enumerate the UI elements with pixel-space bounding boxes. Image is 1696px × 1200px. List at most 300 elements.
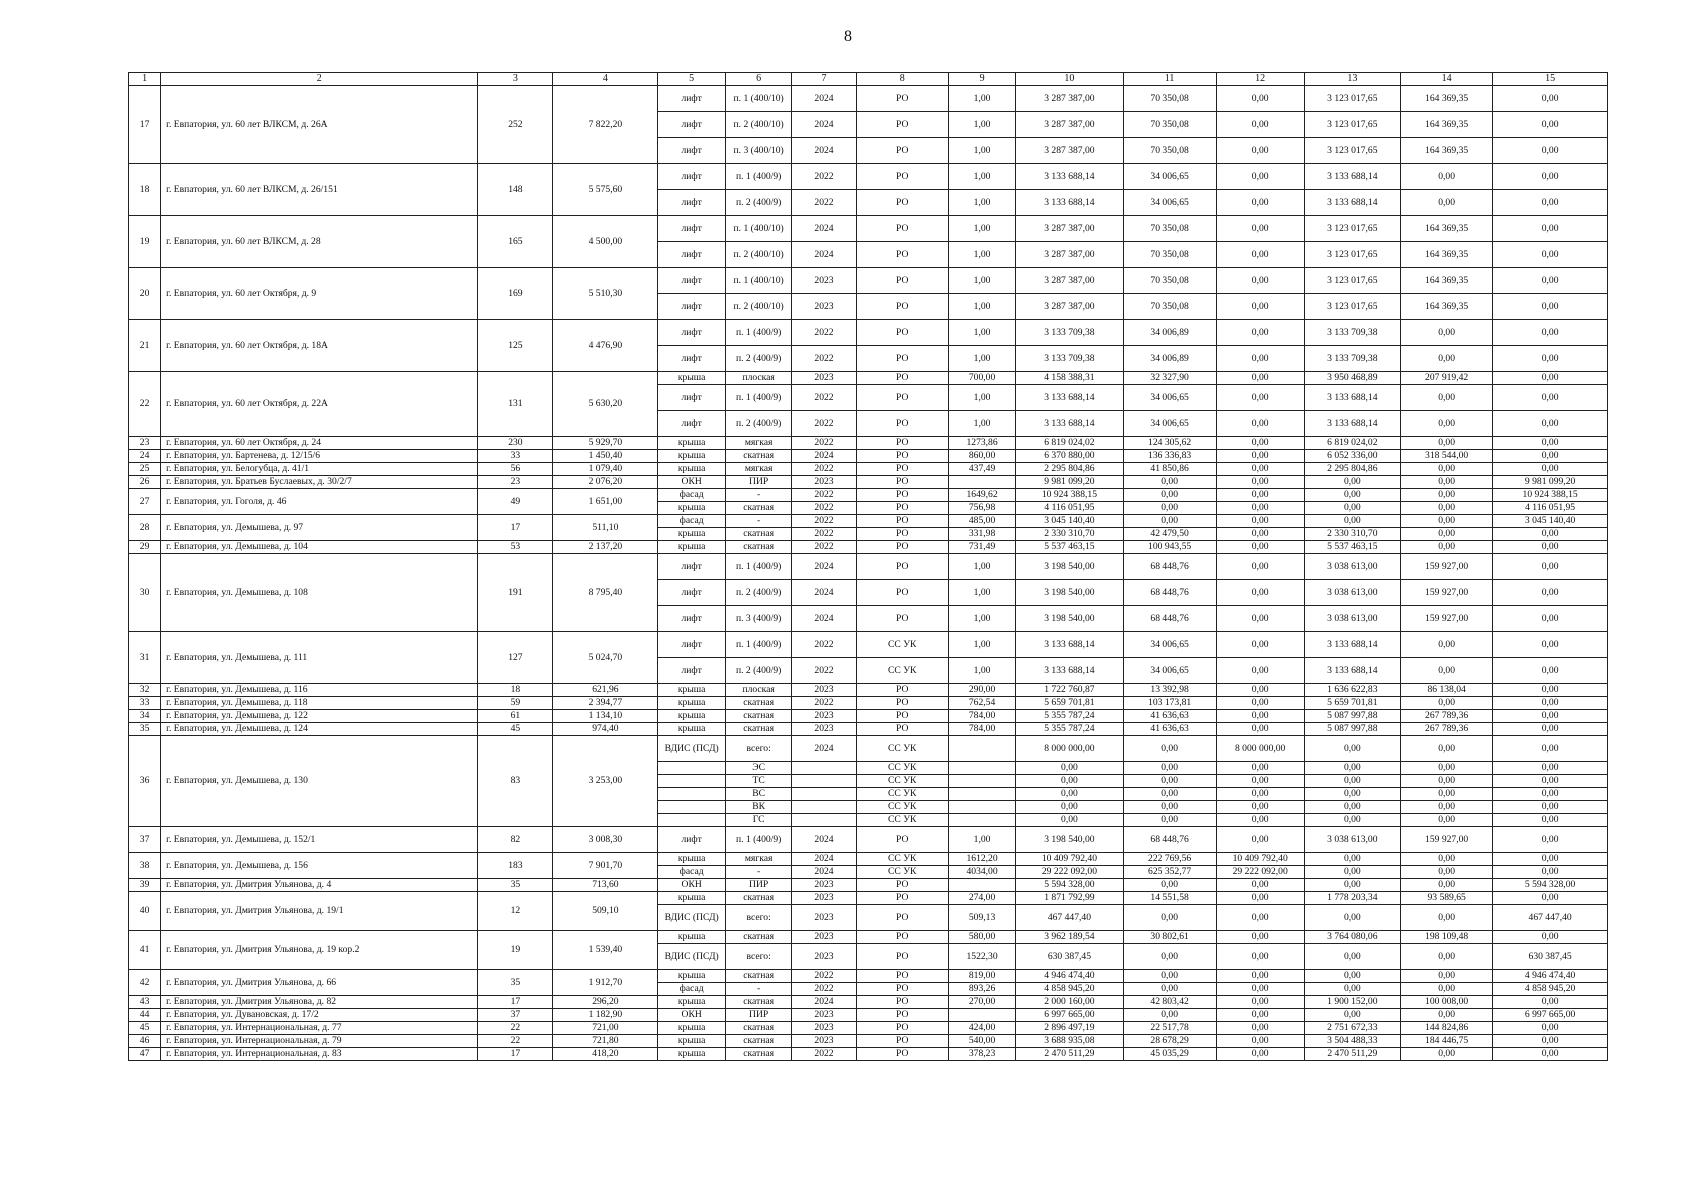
table-row	[129, 970, 1608, 983]
address-cell: г. Евпатория, ул. Дмитрия Ульянова, д. 4	[161, 879, 478, 892]
row-number-cell: 35	[129, 723, 161, 736]
cell-col-9: 1,00	[948, 554, 1016, 580]
cell-col-6: мягкая	[725, 853, 791, 866]
cell-col-11: 0,00	[1123, 775, 1216, 788]
cell-col-5: лифт	[658, 216, 726, 242]
cell-col-10: 3 287 387,00	[1016, 112, 1123, 138]
cell-col-10: 6 819 024,02	[1016, 437, 1123, 450]
table-row	[129, 1048, 1608, 1061]
column-header: 13	[1304, 73, 1400, 86]
area-cell: 621,96	[553, 684, 658, 697]
cell-col-11: 68 448,76	[1123, 827, 1216, 853]
cell-col-8: РО	[856, 320, 948, 346]
cell-col-12: 0,00	[1216, 86, 1304, 112]
cell-col-15: 4 946 474,40	[1493, 970, 1608, 983]
cell-col-13: 3 123 017,65	[1304, 112, 1400, 138]
cell-col-8: СС УК	[856, 775, 948, 788]
cell-col-12: 0,00	[1216, 216, 1304, 242]
cell-col-13: 0,00	[1304, 814, 1400, 827]
cell-col-11: 34 006,65	[1123, 164, 1216, 190]
cell-col-10: 10 409 792,40	[1016, 853, 1123, 866]
apartments-cell: 56	[478, 463, 553, 476]
cell-col-15: 4 858 945,20	[1493, 983, 1608, 996]
cell-col-6: п. 1 (400/9)	[725, 385, 791, 411]
row-number-cell: 40	[129, 892, 161, 931]
cell-col-9: 860,00	[948, 450, 1016, 463]
cell-col-7: 2024	[792, 736, 856, 762]
apartments-cell: 22	[478, 1035, 553, 1048]
cell-col-11: 34 006,89	[1123, 320, 1216, 346]
cell-col-6: п. 2 (400/10)	[725, 112, 791, 138]
cell-col-15: 0,00	[1493, 996, 1608, 1009]
area-cell: 296,20	[553, 996, 658, 1009]
cell-col-14: 0,00	[1401, 697, 1493, 710]
row-number-cell: 45	[129, 1022, 161, 1035]
cell-col-6: скатная	[725, 502, 791, 515]
cell-col-6: ПИР	[725, 1009, 791, 1022]
address-cell: г. Евпатория, ул. 60 лет Октября, д. 22А	[161, 372, 478, 437]
cell-col-15: 0,00	[1493, 775, 1608, 788]
cell-col-10: 3 133 688,14	[1016, 658, 1123, 684]
row-number-cell: 29	[129, 541, 161, 554]
cell-col-7: 2022	[792, 190, 856, 216]
cell-col-12: 29 222 092,00	[1216, 866, 1304, 879]
cell-col-11: 41 636,63	[1123, 723, 1216, 736]
cell-col-5: крыша	[658, 710, 726, 723]
cell-col-5: лифт	[658, 190, 726, 216]
cell-col-5: лифт	[658, 138, 726, 164]
cell-col-8: РО	[856, 372, 948, 385]
cell-col-8: РО	[856, 190, 948, 216]
table-row	[129, 489, 1608, 502]
cell-col-8: РО	[856, 476, 948, 489]
cell-col-10: 2 330 310,70	[1016, 528, 1123, 541]
cell-col-11: 34 006,65	[1123, 411, 1216, 437]
address-cell: г. Евпатория, ул. Интернациональная, д. 77	[161, 1022, 478, 1035]
row-number-cell: 41	[129, 931, 161, 970]
cell-col-14: 164 369,35	[1401, 216, 1493, 242]
cell-col-14: 0,00	[1401, 762, 1493, 775]
cell-col-12: 0,00	[1216, 385, 1304, 411]
table-row	[129, 320, 1608, 346]
cell-col-13: 0,00	[1304, 775, 1400, 788]
cell-col-12: 0,00	[1216, 372, 1304, 385]
cell-col-6: всего:	[725, 736, 791, 762]
cell-col-5: крыша	[658, 931, 726, 944]
cell-col-10: 3 133 709,38	[1016, 346, 1123, 372]
cell-col-14: 0,00	[1401, 879, 1493, 892]
table-header	[129, 73, 1608, 86]
cell-col-15: 0,00	[1493, 242, 1608, 268]
cell-col-6: п. 1 (400/9)	[725, 554, 791, 580]
cell-col-13: 3 133 688,14	[1304, 385, 1400, 411]
cell-col-13: 0,00	[1304, 736, 1400, 762]
cell-col-9: 1522,30	[948, 944, 1016, 970]
cell-col-9: 1,00	[948, 346, 1016, 372]
cell-col-7	[792, 814, 856, 827]
cell-col-8: СС УК	[856, 814, 948, 827]
cell-col-5: крыша	[658, 1048, 726, 1061]
row-number-cell: 18	[129, 164, 161, 216]
table-row	[129, 827, 1608, 853]
column-header: 6	[725, 73, 791, 86]
cell-col-13: 3 504 488,33	[1304, 1035, 1400, 1048]
cell-col-7: 2022	[792, 697, 856, 710]
cell-col-14: 159 927,00	[1401, 827, 1493, 853]
area-cell: 1 450,40	[553, 450, 658, 463]
cell-col-8: РО	[856, 450, 948, 463]
cell-col-8: РО	[856, 554, 948, 580]
cell-col-7: 2023	[792, 372, 856, 385]
cell-col-5: крыша	[658, 463, 726, 476]
cell-col-14: 0,00	[1401, 905, 1493, 931]
cell-col-5: крыша	[658, 723, 726, 736]
cell-col-10: 3 133 688,14	[1016, 411, 1123, 437]
cell-col-7: 2022	[792, 164, 856, 190]
cell-col-15: 0,00	[1493, 658, 1608, 684]
row-number-cell: 34	[129, 710, 161, 723]
cell-col-11: 0,00	[1123, 489, 1216, 502]
cell-col-6: скатная	[725, 1022, 791, 1035]
table-row	[129, 697, 1608, 710]
apartments-cell: 35	[478, 879, 553, 892]
cell-col-5: лифт	[658, 242, 726, 268]
cell-col-8: РО	[856, 1009, 948, 1022]
cell-col-12: 0,00	[1216, 983, 1304, 996]
cell-col-14: 0,00	[1401, 437, 1493, 450]
cell-col-7: 2024	[792, 216, 856, 242]
column-header: 1	[129, 73, 161, 86]
column-header: 5	[658, 73, 726, 86]
cell-col-5: лифт	[658, 580, 726, 606]
cell-col-13: 0,00	[1304, 489, 1400, 502]
area-cell: 1 651,00	[553, 489, 658, 515]
row-number-cell: 19	[129, 216, 161, 268]
cell-col-11: 0,00	[1123, 1009, 1216, 1022]
cell-col-5: лифт	[658, 385, 726, 411]
cell-col-12: 0,00	[1216, 411, 1304, 437]
cell-col-12: 0,00	[1216, 450, 1304, 463]
cell-col-12: 0,00	[1216, 814, 1304, 827]
area-cell: 5 929,70	[553, 437, 658, 450]
column-header: 10	[1016, 73, 1123, 86]
cell-col-13: 2 330 310,70	[1304, 528, 1400, 541]
cell-col-13: 5 659 701,81	[1304, 697, 1400, 710]
column-header: 9	[948, 73, 1016, 86]
cell-col-5: фасад	[658, 515, 726, 528]
cell-col-7: 2023	[792, 723, 856, 736]
cell-col-15: 0,00	[1493, 1048, 1608, 1061]
capital-repair-table	[128, 72, 1608, 1061]
area-cell: 2 137,20	[553, 541, 658, 554]
cell-col-13: 0,00	[1304, 853, 1400, 866]
cell-col-7: 2023	[792, 710, 856, 723]
cell-col-13: 2 751 672,33	[1304, 1022, 1400, 1035]
cell-col-12: 0,00	[1216, 1035, 1304, 1048]
cell-col-11: 34 006,65	[1123, 658, 1216, 684]
cell-col-5: крыша	[658, 684, 726, 697]
cell-col-15: 3 045 140,40	[1493, 515, 1608, 528]
cell-col-6: ТС	[725, 775, 791, 788]
table-row	[129, 996, 1608, 1009]
cell-col-8: РО	[856, 346, 948, 372]
cell-col-8: РО	[856, 879, 948, 892]
cell-col-6: п. 1 (400/9)	[725, 827, 791, 853]
cell-col-13: 3 038 613,00	[1304, 827, 1400, 853]
cell-col-12: 0,00	[1216, 502, 1304, 515]
cell-col-11: 0,00	[1123, 814, 1216, 827]
cell-col-12: 0,00	[1216, 463, 1304, 476]
table-row	[129, 476, 1608, 489]
cell-col-6: п. 2 (400/9)	[725, 580, 791, 606]
cell-col-15: 0,00	[1493, 554, 1608, 580]
apartments-cell: 83	[478, 736, 553, 827]
area-cell: 3 008,30	[553, 827, 658, 853]
cell-col-15: 0,00	[1493, 866, 1608, 879]
cell-col-8: РО	[856, 541, 948, 554]
cell-col-6: плоская	[725, 684, 791, 697]
apartments-cell: 252	[478, 86, 553, 164]
cell-col-12: 0,00	[1216, 996, 1304, 1009]
cell-col-7: 2023	[792, 268, 856, 294]
cell-col-13: 6 819 024,02	[1304, 437, 1400, 450]
table-row	[129, 879, 1608, 892]
cell-col-7: 2024	[792, 86, 856, 112]
cell-col-13: 0,00	[1304, 515, 1400, 528]
cell-col-8: РО	[856, 944, 948, 970]
area-cell: 974,40	[553, 723, 658, 736]
table-row	[129, 632, 1608, 658]
apartments-cell: 23	[478, 476, 553, 489]
cell-col-6: п. 1 (400/9)	[725, 320, 791, 346]
area-cell: 5 024,70	[553, 632, 658, 684]
cell-col-9: 274,00	[948, 892, 1016, 905]
cell-col-8: РО	[856, 385, 948, 411]
cell-col-8: РО	[856, 684, 948, 697]
row-number-cell: 46	[129, 1035, 161, 1048]
cell-col-6: ВК	[725, 801, 791, 814]
cell-col-10: 10 924 388,15	[1016, 489, 1123, 502]
cell-col-10: 4 158 388,31	[1016, 372, 1123, 385]
cell-col-5: крыша	[658, 853, 726, 866]
table-row	[129, 450, 1608, 463]
apartments-cell: 82	[478, 827, 553, 853]
cell-col-7: 2022	[792, 411, 856, 437]
cell-col-9	[948, 814, 1016, 827]
cell-col-15: 0,00	[1493, 762, 1608, 775]
cell-col-9: 1,00	[948, 216, 1016, 242]
cell-col-14: 0,00	[1401, 385, 1493, 411]
cell-col-9	[948, 762, 1016, 775]
cell-col-12: 0,00	[1216, 294, 1304, 320]
address-cell: г. Евпатория, ул. Демышева, д. 116	[161, 684, 478, 697]
cell-col-8: РО	[856, 723, 948, 736]
column-header: 15	[1493, 73, 1608, 86]
cell-col-12: 0,00	[1216, 606, 1304, 632]
cell-col-13: 2 470 511,29	[1304, 1048, 1400, 1061]
row-number-cell: 38	[129, 853, 161, 879]
cell-col-10: 1 871 792,99	[1016, 892, 1123, 905]
cell-col-6: -	[725, 489, 791, 502]
cell-col-6: п. 2 (400/10)	[725, 294, 791, 320]
cell-col-9: 1,00	[948, 164, 1016, 190]
cell-col-5: ОКН	[658, 879, 726, 892]
apartments-cell: 12	[478, 892, 553, 931]
cell-col-10: 4 946 474,40	[1016, 970, 1123, 983]
cell-col-12: 0,00	[1216, 528, 1304, 541]
apartments-cell: 33	[478, 450, 553, 463]
area-cell: 1 182,90	[553, 1009, 658, 1022]
cell-col-13: 3 133 688,14	[1304, 411, 1400, 437]
cell-col-13: 0,00	[1304, 944, 1400, 970]
cell-col-5: лифт	[658, 320, 726, 346]
table-row	[129, 723, 1608, 736]
cell-col-5: крыша	[658, 1035, 726, 1048]
cell-col-8: РО	[856, 983, 948, 996]
cell-col-7: 2022	[792, 983, 856, 996]
address-cell: г. Евпатория, ул. Демышева, д. 118	[161, 697, 478, 710]
cell-col-8: РО	[856, 931, 948, 944]
cell-col-8: РО	[856, 437, 948, 450]
apartments-cell: 169	[478, 268, 553, 320]
cell-col-11: 45 035,29	[1123, 1048, 1216, 1061]
cell-col-5	[658, 775, 726, 788]
cell-col-13: 3 123 017,65	[1304, 294, 1400, 320]
cell-col-11: 32 327,90	[1123, 372, 1216, 385]
cell-col-14: 159 927,00	[1401, 554, 1493, 580]
area-cell: 1 134,10	[553, 710, 658, 723]
cell-col-10: 3 133 688,14	[1016, 385, 1123, 411]
cell-col-10: 3 133 709,38	[1016, 320, 1123, 346]
cell-col-6: скатная	[725, 1048, 791, 1061]
row-number-cell: 37	[129, 827, 161, 853]
cell-col-10: 3 133 688,14	[1016, 632, 1123, 658]
cell-col-5	[658, 788, 726, 801]
cell-col-7: 2022	[792, 1048, 856, 1061]
cell-col-6: скатная	[725, 931, 791, 944]
cell-col-14: 207 919,42	[1401, 372, 1493, 385]
cell-col-14: 198 109,48	[1401, 931, 1493, 944]
column-header: 2	[161, 73, 478, 86]
cell-col-5: крыша	[658, 502, 726, 515]
area-cell: 2 076,20	[553, 476, 658, 489]
cell-col-12: 0,00	[1216, 723, 1304, 736]
cell-col-11: 14 551,58	[1123, 892, 1216, 905]
table-row	[129, 892, 1608, 905]
cell-col-7	[792, 762, 856, 775]
cell-col-7: 2023	[792, 1009, 856, 1022]
apartments-cell: 61	[478, 710, 553, 723]
address-cell: г. Евпатория, ул. Демышева, д. 130	[161, 736, 478, 827]
cell-col-10: 0,00	[1016, 801, 1123, 814]
cell-col-6: мягкая	[725, 463, 791, 476]
cell-col-11: 0,00	[1123, 502, 1216, 515]
cell-col-12: 0,00	[1216, 632, 1304, 658]
cell-col-6: ВС	[725, 788, 791, 801]
cell-col-14: 267 789,36	[1401, 710, 1493, 723]
cell-col-9: 424,00	[948, 1022, 1016, 1035]
cell-col-13: 0,00	[1304, 762, 1400, 775]
header-row	[129, 73, 1608, 86]
cell-col-15: 0,00	[1493, 684, 1608, 697]
table-row	[129, 554, 1608, 580]
cell-col-7: 2022	[792, 528, 856, 541]
cell-col-13: 3 133 688,14	[1304, 164, 1400, 190]
row-number-cell: 25	[129, 463, 161, 476]
cell-col-7: 2024	[792, 138, 856, 164]
row-number-cell: 42	[129, 970, 161, 996]
cell-col-12: 0,00	[1216, 346, 1304, 372]
cell-col-15: 0,00	[1493, 580, 1608, 606]
address-cell: г. Евпатория, ул. Гоголя, д. 46	[161, 489, 478, 515]
cell-col-7: 2022	[792, 970, 856, 983]
cell-col-12: 0,00	[1216, 892, 1304, 905]
address-cell: г. Евпатория, ул. Бартенева, д. 12/15/6	[161, 450, 478, 463]
cell-col-15: 467 447,40	[1493, 905, 1608, 931]
cell-col-8: СС УК	[856, 762, 948, 775]
cell-col-10: 0,00	[1016, 775, 1123, 788]
cell-col-8: РО	[856, 580, 948, 606]
cell-col-7: 2024	[792, 450, 856, 463]
cell-col-6: скатная	[725, 723, 791, 736]
cell-col-10: 4 858 945,20	[1016, 983, 1123, 996]
cell-col-7: 2022	[792, 437, 856, 450]
address-cell: г. Евпатория, ул. Демышева, д. 124	[161, 723, 478, 736]
cell-col-10: 3 133 688,14	[1016, 190, 1123, 216]
address-cell: г. Евпатория, ул. Белогубца, д. 41/1	[161, 463, 478, 476]
row-number-cell: 24	[129, 450, 161, 463]
cell-col-11: 70 350,08	[1123, 112, 1216, 138]
cell-col-13: 5 087 997,88	[1304, 723, 1400, 736]
cell-col-8: РО	[856, 1048, 948, 1061]
cell-col-13: 0,00	[1304, 476, 1400, 489]
cell-col-5: ВДИС (ПСД)	[658, 944, 726, 970]
cell-col-11: 625 352,77	[1123, 866, 1216, 879]
cell-col-6: мягкая	[725, 437, 791, 450]
cell-col-11: 41 636,63	[1123, 710, 1216, 723]
address-cell: г. Евпатория, ул. Дмитрия Ульянова, д. 19/1	[161, 892, 478, 931]
cell-col-7: 2023	[792, 905, 856, 931]
cell-col-10: 2 295 804,86	[1016, 463, 1123, 476]
cell-col-9: 270,00	[948, 996, 1016, 1009]
cell-col-13: 5 087 997,88	[1304, 710, 1400, 723]
row-number-cell: 23	[129, 437, 161, 450]
cell-col-13: 0,00	[1304, 983, 1400, 996]
cell-col-11: 34 006,65	[1123, 385, 1216, 411]
cell-col-9: 1612,20	[948, 853, 1016, 866]
cell-col-15: 10 924 388,15	[1493, 489, 1608, 502]
cell-col-10: 467 447,40	[1016, 905, 1123, 931]
cell-col-6: всего:	[725, 944, 791, 970]
cell-col-11: 0,00	[1123, 788, 1216, 801]
cell-col-11: 0,00	[1123, 736, 1216, 762]
cell-col-10: 3 133 688,14	[1016, 164, 1123, 190]
cell-col-9: 485,00	[948, 515, 1016, 528]
cell-col-6: скатная	[725, 697, 791, 710]
apartments-cell: 125	[478, 320, 553, 372]
cell-col-11: 0,00	[1123, 476, 1216, 489]
cell-col-9: 784,00	[948, 723, 1016, 736]
cell-col-8: РО	[856, 1035, 948, 1048]
cell-col-14: 0,00	[1401, 1009, 1493, 1022]
cell-col-14: 0,00	[1401, 736, 1493, 762]
cell-col-8: РО	[856, 242, 948, 268]
cell-col-14: 0,00	[1401, 476, 1493, 489]
cell-col-12: 0,00	[1216, 879, 1304, 892]
cell-col-12: 0,00	[1216, 554, 1304, 580]
address-cell: г. Евпатория, ул. Дмитрия Ульянова, д. 19 кор.2	[161, 931, 478, 970]
cell-col-5: лифт	[658, 554, 726, 580]
